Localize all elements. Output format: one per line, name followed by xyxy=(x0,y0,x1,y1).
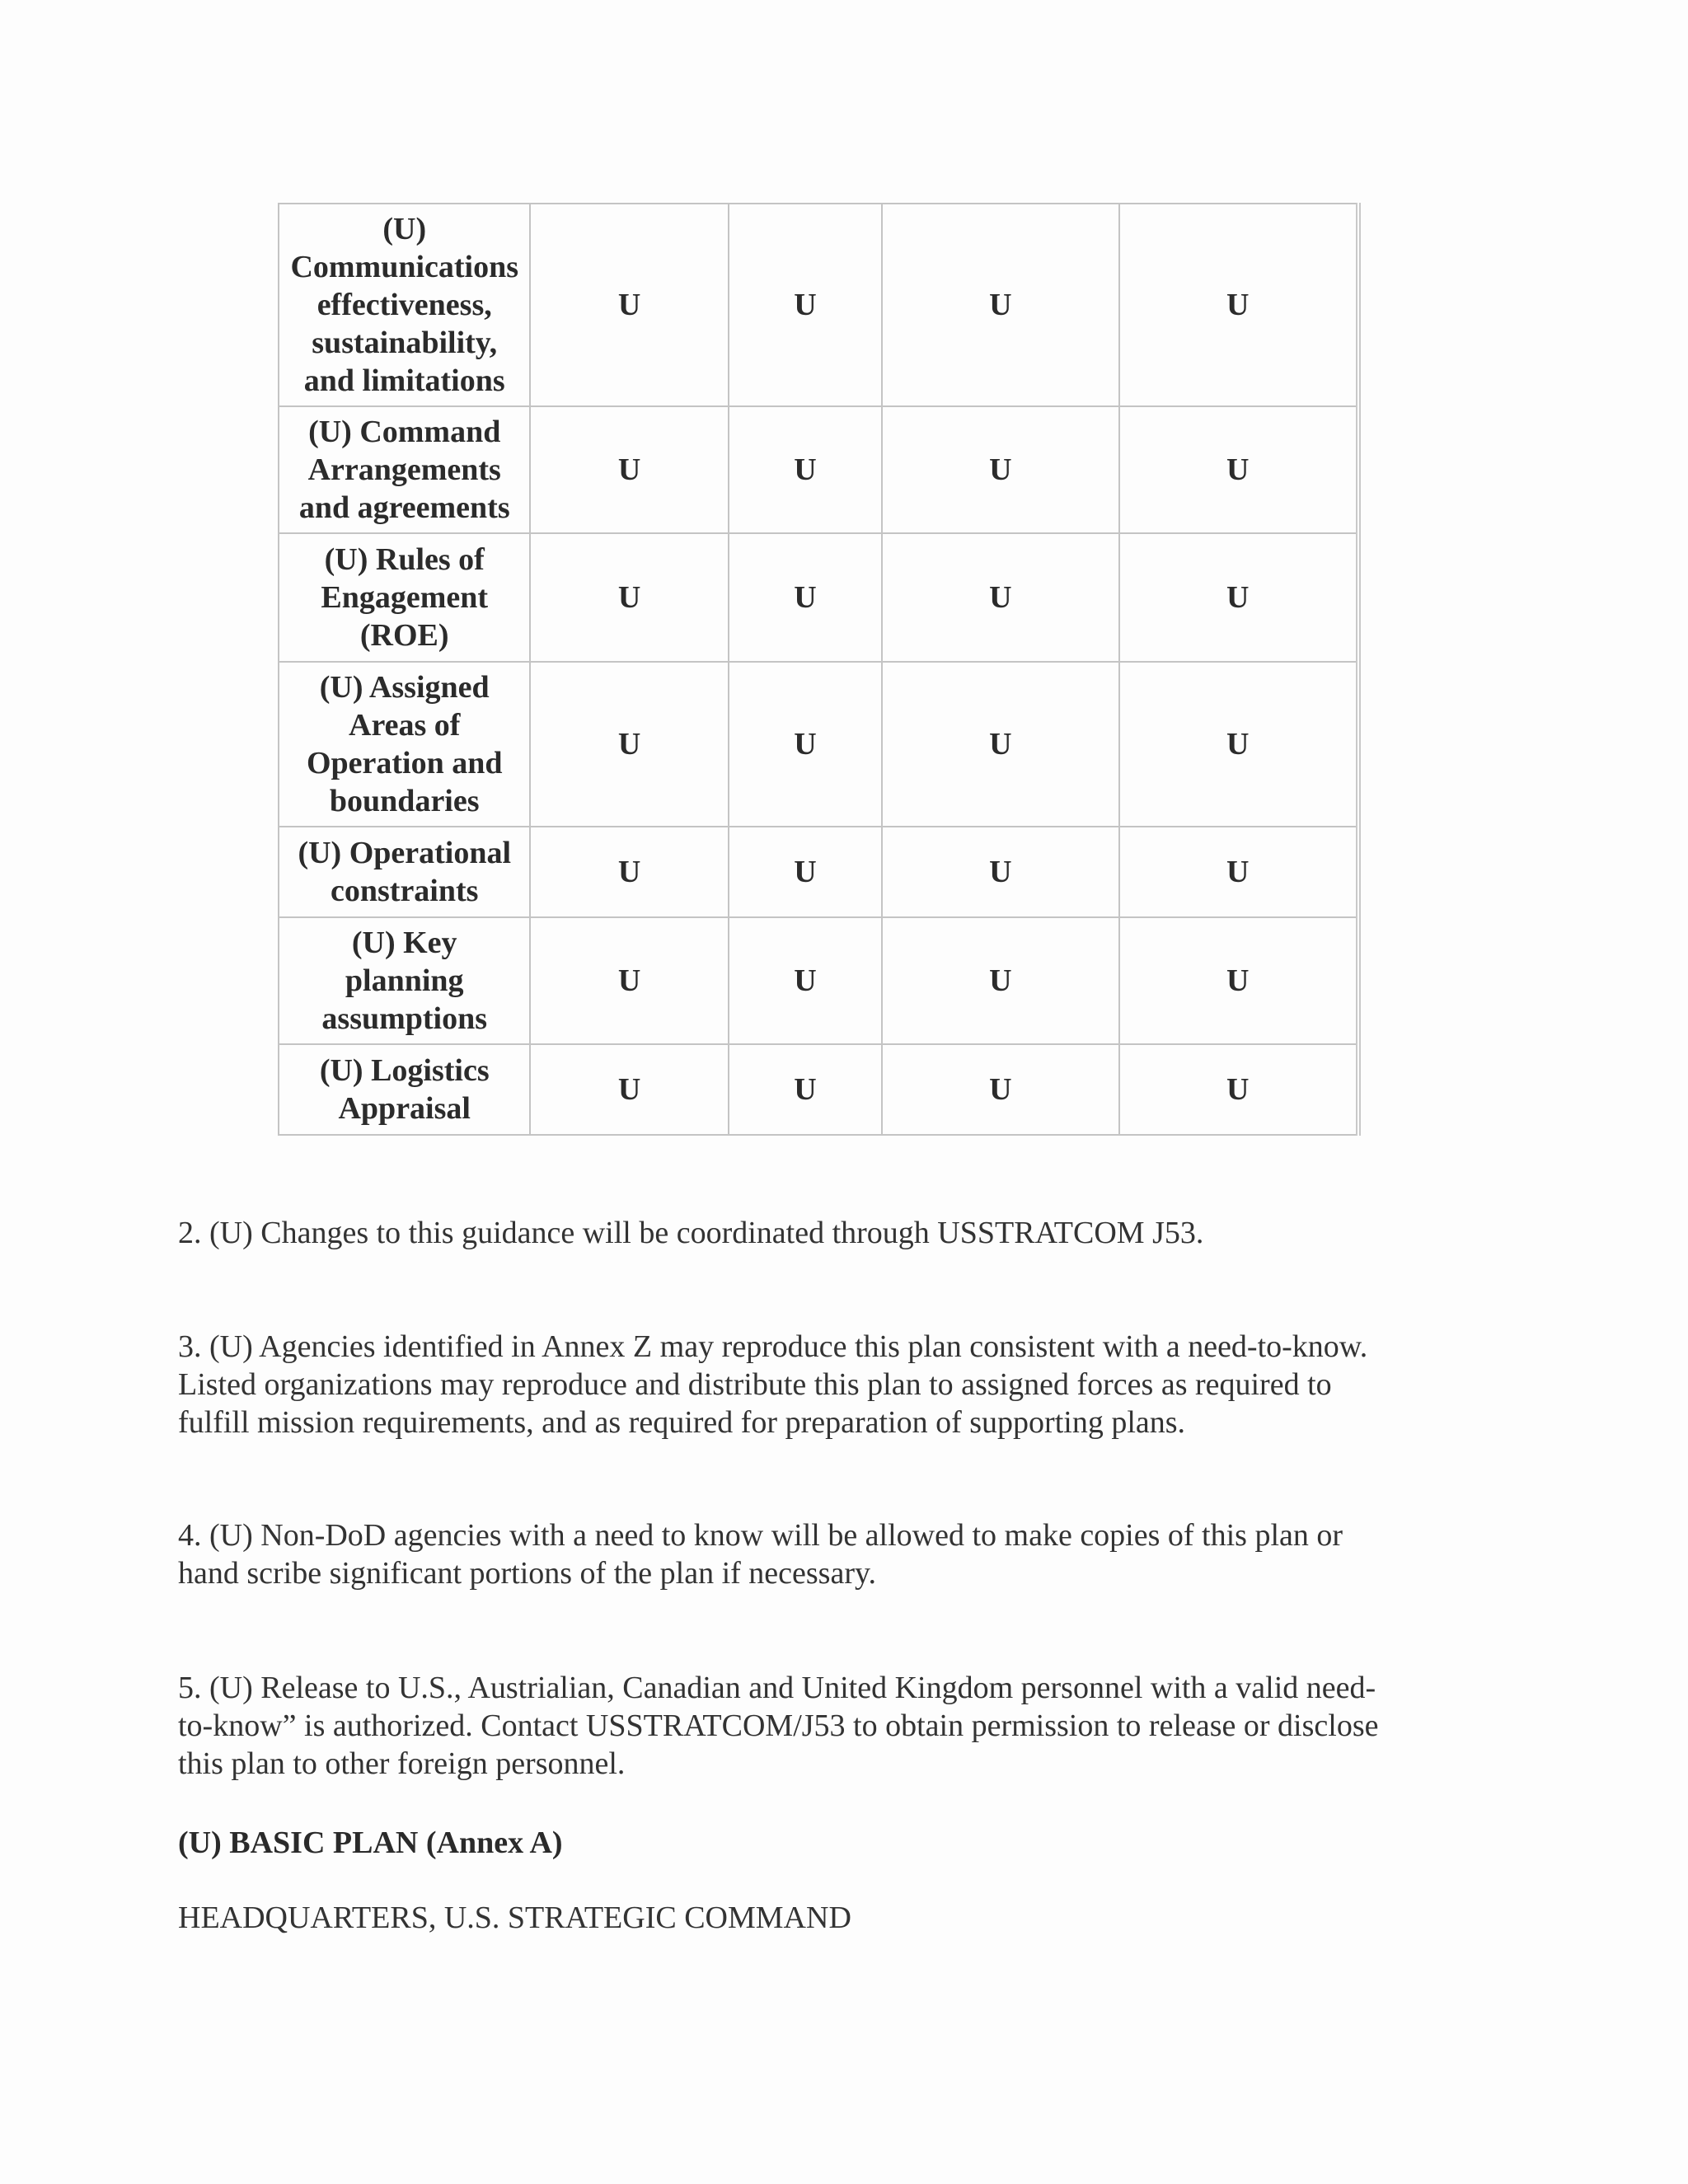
classification-cell: U xyxy=(729,1044,882,1135)
classification-cell: U xyxy=(882,827,1118,917)
classification-cell: U xyxy=(530,1044,728,1135)
classification-cell: U xyxy=(1119,533,1358,662)
classification-cell: U xyxy=(1119,204,1358,406)
paragraph-4: 4. (U) Non-DoD agencies with a need to know will be allowed to make copies of this plan or hand scribe significant portions of the plan if necessary. xyxy=(178,1518,1343,1591)
classification-cell: U xyxy=(530,204,728,406)
classification-cell: U xyxy=(1119,406,1358,533)
classification-cell: U xyxy=(882,1044,1118,1135)
classification-cell: U xyxy=(530,662,728,827)
row-label: (U) Logistics Appraisal xyxy=(279,1044,530,1135)
classification-cell: U xyxy=(1119,827,1358,917)
row-label: (U) Assigned Areas of Operation and boundaries xyxy=(279,662,530,827)
table-row xyxy=(279,406,1358,533)
classification-cell: U xyxy=(729,204,882,406)
table-row xyxy=(279,917,1358,1044)
table-row xyxy=(279,204,1358,406)
classification-cell: U xyxy=(729,917,882,1044)
classification-cell: U xyxy=(530,533,728,662)
basic-plan-heading: (U) BASIC PLAN (Annex A) xyxy=(178,1825,563,1860)
classification-cell: U xyxy=(729,827,882,917)
classification-cell: U xyxy=(530,406,728,533)
classification-cell: U xyxy=(729,662,882,827)
classification-cell: U xyxy=(530,917,728,1044)
classification-cell: U xyxy=(882,533,1118,662)
headquarters-line: HEADQUARTERS, U.S. STRATEGIC COMMAND xyxy=(178,1900,851,1935)
paragraph-5: 5. (U) Release to U.S., Austrialian, Canadian and United Kingdom personnel with a valid need- to-know” is authorized. Contact USSTRATCOM/J53 to obtain permission to release or disclose this plan to other foreign personnel. xyxy=(178,1671,1379,1781)
classification-cell: U xyxy=(882,204,1118,406)
classification-cell: U xyxy=(1119,917,1358,1044)
table-row xyxy=(279,827,1358,917)
classification-cell: U xyxy=(729,406,882,533)
paragraph-2: 2. (U) Changes to this guidance will be coordinated through USSTRATCOM J53. xyxy=(178,1216,1204,1250)
classification-cell: U xyxy=(882,662,1118,827)
row-label: (U) Rules of Engagement (ROE) xyxy=(279,533,530,662)
table-row xyxy=(279,1044,1358,1135)
row-label: (U) Communications effectiveness, sustainability, and limitations xyxy=(279,204,530,406)
classification-cell: U xyxy=(1119,662,1358,827)
row-label: (U) Operational constraints xyxy=(279,827,530,917)
classification-cell: U xyxy=(882,917,1118,1044)
classification-table xyxy=(278,203,1361,1136)
classification-cell: U xyxy=(1119,1044,1358,1135)
classification-cell: U xyxy=(530,827,728,917)
row-label: (U) Command Arrangements and agreements xyxy=(279,406,530,533)
row-label: (U) Key planning assumptions xyxy=(279,917,530,1044)
table-row xyxy=(279,533,1358,662)
table-row xyxy=(279,662,1358,827)
classification-cell: U xyxy=(882,406,1118,533)
paragraph-3: 3. (U) Agencies identified in Annex Z may reproduce this plan consistent with a need-to-know. Listed organizations may reproduce and distribute this plan to assigned forces as required to fulfill mission requirements, and as required for preparation of supporting plans. xyxy=(178,1329,1368,1440)
classification-cell: U xyxy=(729,533,882,662)
